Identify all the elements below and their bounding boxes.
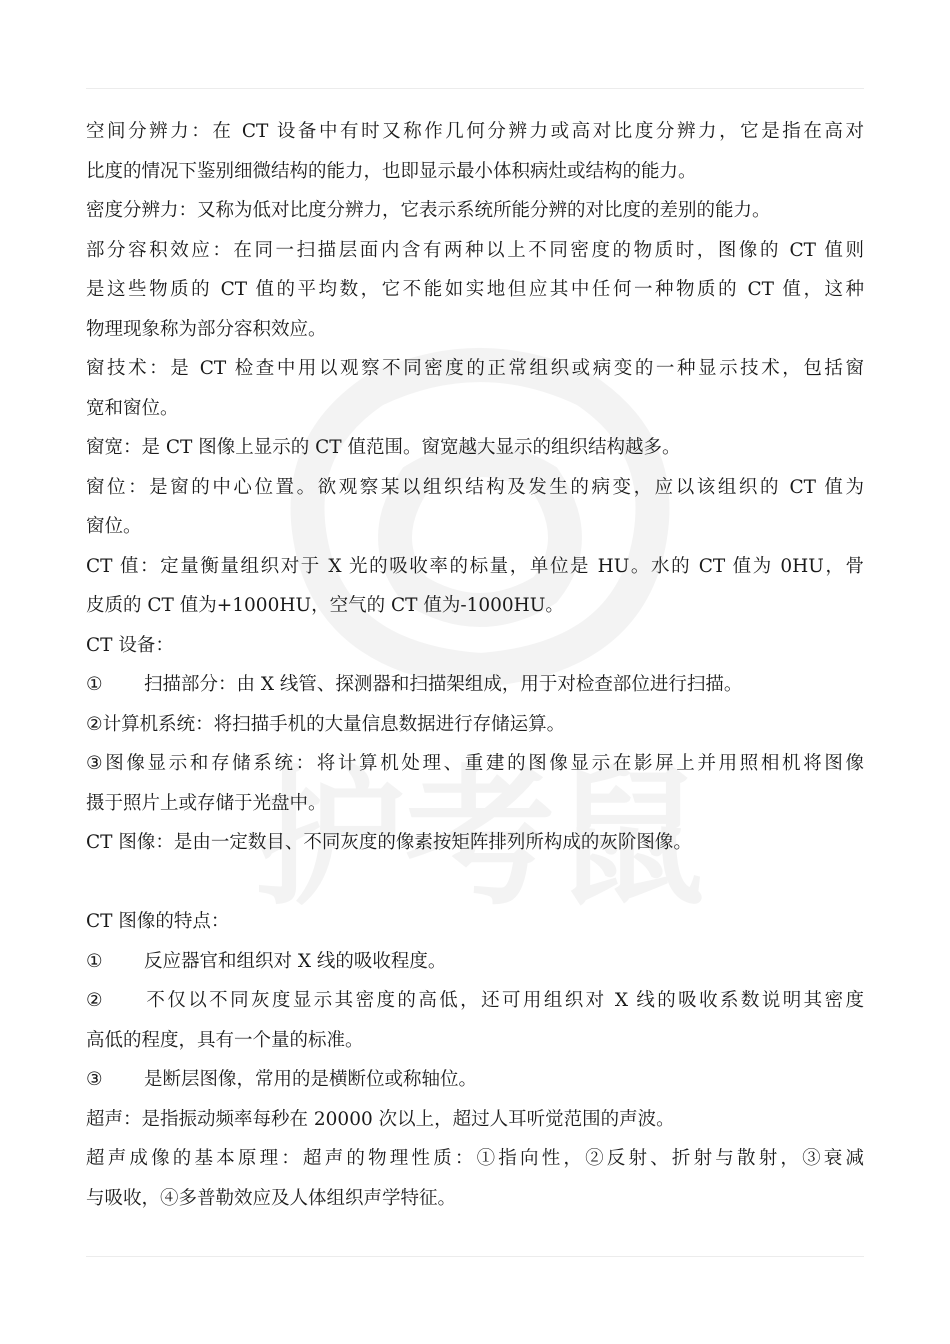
blank-line <box>86 863 864 903</box>
text-line: 密度分辨力：又称为低对比度分辨力，它表示系统所能分辨的对比度的差别的能力。 <box>86 200 771 221</box>
text-line: CT 值：定量衡量组织对于 X 光的吸收率的标量，单位是 HU。水的 CT 值为 0HU，骨 <box>86 555 864 577</box>
list-item <box>86 705 864 745</box>
item-number: ③ <box>86 753 103 774</box>
list-item <box>86 981 864 1021</box>
text-line: 窗技术：是 CT 检查中用以观察不同密度的正常组织或病变的一种显示技术，包括窗 <box>86 358 864 379</box>
text-line: 比度的情况下鉴别细微结构的能力，也即显示最小体积病灶或结构的能力。 <box>86 160 697 182</box>
text-line: 皮质的 CT 值为+1000HU，空气的 CT 值为-1000HU。 <box>86 595 564 616</box>
item-text: 扫描部分：由 X 线管、探测器和扫描架组成，用于对检查部位进行扫描。 <box>144 674 743 695</box>
item-text: 是断层图像，常用的是横断位或称轴位。 <box>144 1069 478 1090</box>
text-line: 高低的程度，具有一个量的标准。 <box>86 1029 364 1051</box>
list-item <box>86 665 864 705</box>
item-number: ① <box>86 950 103 972</box>
text-line: CT 图像：是由一定数目、不同灰度的像素按矩阵排列所构成的灰阶图像。 <box>86 832 692 853</box>
header-rule <box>86 88 864 89</box>
text-line: 窗宽：是 CT 图像上显示的 CT 值范围。窗宽越大显示的组织结构越多。 <box>86 437 681 458</box>
text-line: 窗位：是窗的中心位置。欲观察某以组织结构及发生的病变，应以该组织的 CT 值为 <box>86 476 864 498</box>
text-line: 是这些物质的 CT 值的平均数，它不能如实地但应其中任何一种物质的 CT 值，这种 <box>86 279 864 300</box>
item-text: 计算机系统：将扫描手机的大量信息数据进行存储运算。 <box>102 713 566 735</box>
text-line: 空间分辨力：在 CT 设备中有时又称作几何分辨力或高对比度分辨力，它是指在高对 <box>86 121 864 142</box>
list-item <box>86 1060 864 1100</box>
document-body <box>86 112 864 1218</box>
list-item <box>86 942 864 982</box>
text-line: CT 设备： <box>86 634 174 656</box>
footer-rule <box>86 1256 864 1257</box>
item-number: ① <box>86 674 103 695</box>
text-line: 宽和窗位。 <box>86 397 179 419</box>
text-line: 超声成像的基本原理：超声的物理性质：①指向性，②反射、折射与散射，③衰减 <box>86 1148 864 1169</box>
list-item <box>86 744 864 784</box>
text-line: 窗位。 <box>86 516 142 537</box>
item-text: 不仅以不同灰度显示其密度的高低，还可用组织对 X 线的吸收系数说明其密度 <box>144 990 864 1011</box>
item-number: ② <box>86 713 103 735</box>
text-line: 部分容积效应：在同一扫描层面内含有两种以上不同密度的物质时，图像的 CT 值则 <box>86 239 864 261</box>
item-number: ② <box>86 990 103 1011</box>
text-line: 与吸收，④多普勒效应及人体组织声学特征。 <box>86 1187 457 1209</box>
text-line: 摄于照片上或存储于光盘中。 <box>86 792 327 814</box>
text-line: 物理现象称为部分容积效应。 <box>86 318 327 340</box>
section-title: CT 图像的特点： <box>86 911 230 932</box>
item-text: 反应器官和组织对 X 线的吸收程度。 <box>144 950 447 972</box>
item-text: 图像显示和存储系统：将计算机处理、重建的图像显示在影屏上并用照相机将图像 <box>102 753 864 774</box>
item-number: ③ <box>86 1069 103 1090</box>
text-line: 超声：是指振动频率每秒在 20000 次以上，超过人耳听觉范围的声波。 <box>86 1108 675 1130</box>
